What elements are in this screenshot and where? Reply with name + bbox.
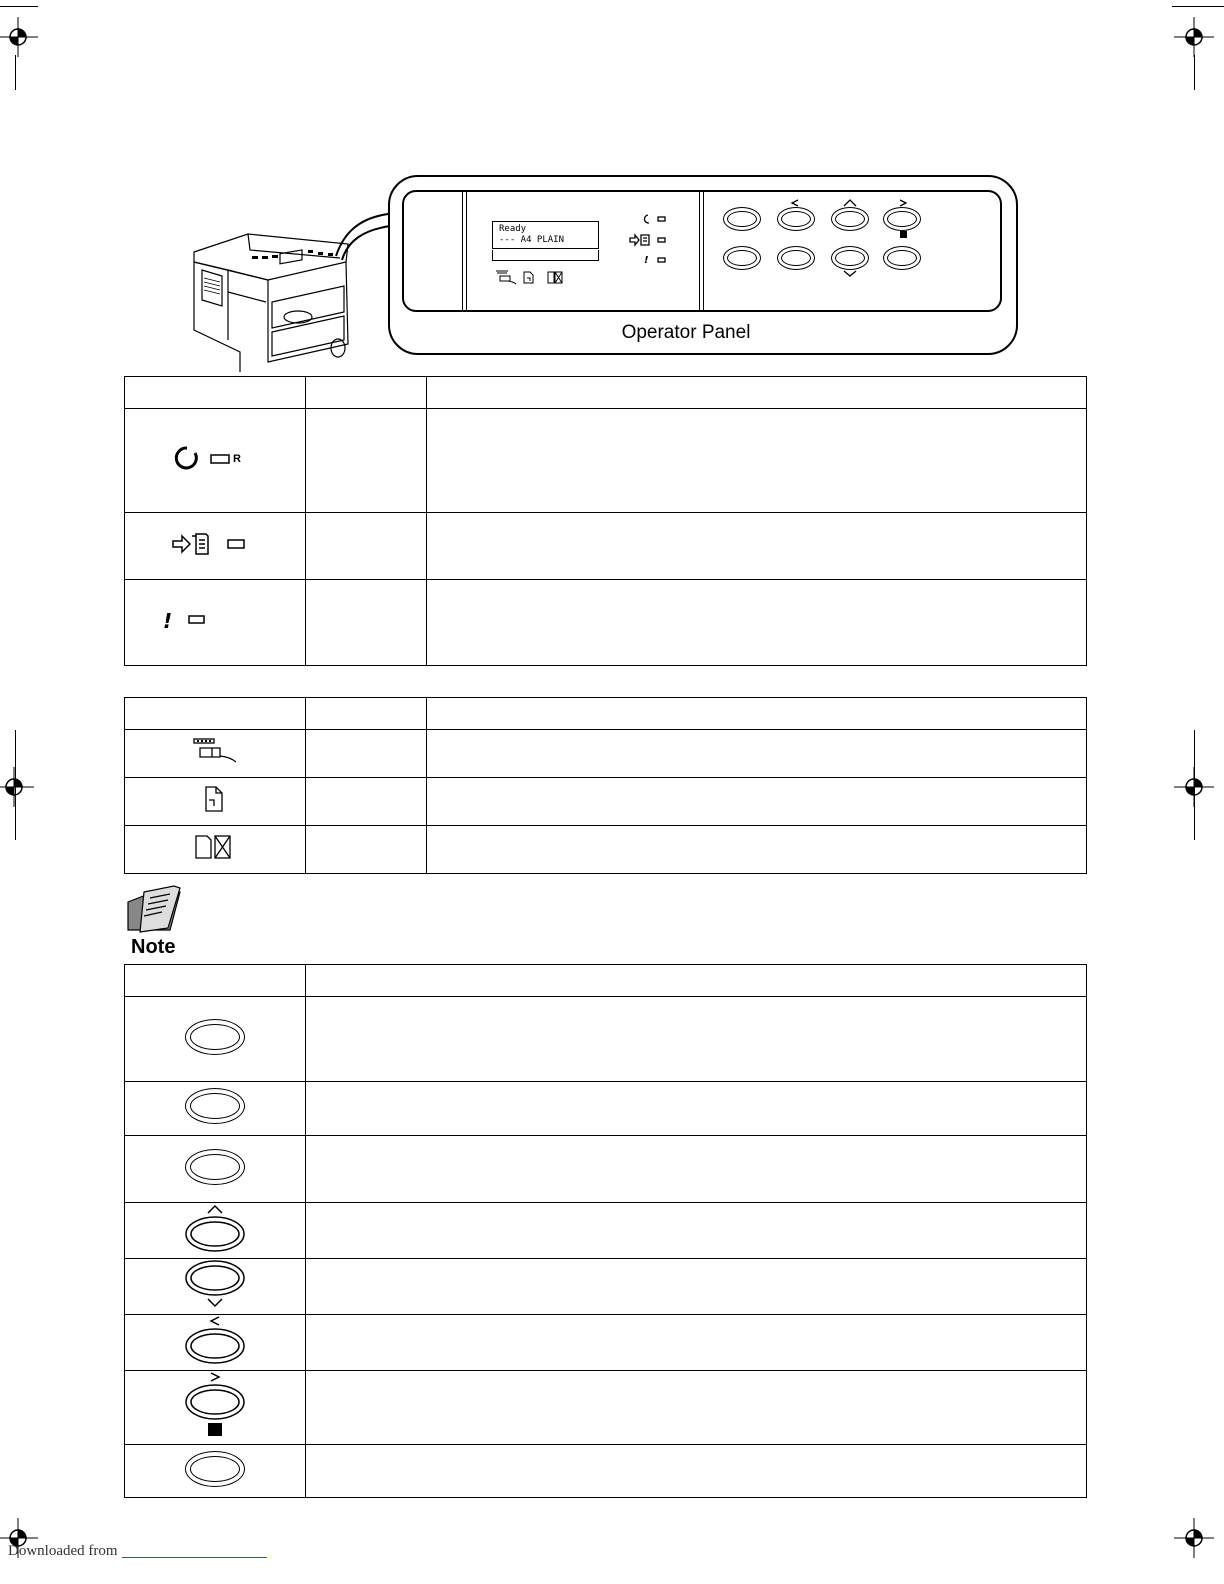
- icon-cell: [125, 1371, 306, 1445]
- table-row: [125, 1315, 1087, 1371]
- table-cell: [427, 513, 1087, 580]
- table-cell: [306, 1371, 1087, 1445]
- note-icon: [124, 884, 186, 936]
- table-cell: [427, 778, 1087, 826]
- table-row: [125, 1082, 1087, 1136]
- table-cell: [306, 730, 427, 778]
- footer-text: Downloaded from: [8, 1543, 118, 1559]
- left-key-icon: [183, 1315, 247, 1365]
- right-stop-key-icon: [183, 1371, 247, 1439]
- crop-line: [15, 55, 16, 90]
- icon-cell: [125, 1315, 306, 1371]
- crop-line: [0, 6, 38, 7]
- icon-cell: [125, 730, 306, 778]
- icon-cell: [125, 1136, 306, 1203]
- table-row: [125, 1371, 1087, 1445]
- ready-icon: [165, 443, 265, 473]
- table-row: [125, 730, 1087, 778]
- table-cell: [306, 513, 427, 580]
- table-row: [125, 778, 1087, 826]
- icon-cell: [125, 997, 306, 1082]
- panel-key-go[interactable]: [723, 246, 761, 270]
- table-cell: [306, 1315, 1087, 1371]
- header-cell: [125, 698, 306, 730]
- interface-icon: [190, 736, 240, 766]
- table-row: [125, 1259, 1087, 1315]
- table-cell: [427, 826, 1087, 874]
- table-cell: [306, 1445, 1087, 1498]
- registration-mark-top-left: [0, 17, 38, 57]
- panel-divider-left: [462, 192, 467, 310]
- svg-text:!: !: [163, 609, 173, 633]
- icon-cell: [125, 1259, 306, 1315]
- table-row: [125, 513, 1087, 580]
- table-row: [125, 826, 1087, 874]
- key-table: [124, 964, 1087, 1498]
- panel-key-arrows: [780, 196, 920, 281]
- crop-line: [1194, 730, 1195, 840]
- table-row: [125, 1136, 1087, 1203]
- table-row: [125, 1203, 1087, 1259]
- panel-indicators: [626, 211, 670, 267]
- display-line-1: Ready: [499, 224, 527, 234]
- icon-cell: [125, 778, 306, 826]
- key-oval-icon: [185, 1088, 245, 1124]
- table-cell: [306, 409, 427, 513]
- key-oval-icon: [185, 1149, 245, 1185]
- table-cell: [427, 409, 1087, 513]
- table-header-row: [125, 965, 1087, 997]
- status-icon-table: [124, 697, 1087, 874]
- display-bezel: [492, 250, 599, 261]
- table-cell: [306, 778, 427, 826]
- registration-mark-top-right: [1174, 17, 1214, 57]
- table-cell: [306, 1203, 1087, 1259]
- down-key-icon: [183, 1259, 247, 1309]
- table-cell: [427, 580, 1087, 666]
- icon-cell: [125, 409, 306, 513]
- panel-divider-right: [699, 192, 704, 310]
- table-cell: [306, 1136, 1087, 1203]
- header-cell: [306, 698, 427, 730]
- table-cell: [427, 730, 1087, 778]
- icon-cell: [125, 513, 306, 580]
- table-header-row: [125, 377, 1087, 409]
- header-cell: [427, 377, 1087, 409]
- svg-text:!: !: [644, 255, 649, 266]
- table-cell: [306, 826, 427, 874]
- header-cell: [125, 965, 306, 997]
- icon-cell: [125, 1082, 306, 1136]
- table-cell: [306, 1259, 1087, 1315]
- icon-cell: [125, 580, 306, 666]
- table-cell: [306, 580, 427, 666]
- header-cell: [306, 965, 1087, 997]
- key-oval-icon: [185, 1451, 245, 1487]
- table-header-row: [125, 698, 1087, 730]
- crop-line: [1172, 6, 1224, 7]
- key-oval-icon: [185, 1019, 245, 1055]
- table-row: [125, 409, 1087, 513]
- footer-link[interactable]: [122, 1557, 267, 1558]
- table-cell: [306, 1082, 1087, 1136]
- paper-source-icon: [200, 784, 230, 814]
- panel-key-menu[interactable]: [723, 207, 761, 231]
- note-label: Note: [131, 936, 176, 958]
- table-row: [125, 997, 1087, 1082]
- panel-status-icons: [494, 268, 574, 286]
- table-row: [125, 1445, 1087, 1498]
- up-key-icon: [183, 1203, 247, 1253]
- table-row: [125, 580, 1087, 666]
- crop-line: [1194, 55, 1195, 90]
- header-cell: [306, 377, 427, 409]
- header-cell: [125, 377, 306, 409]
- registration-mark-bottom-right: [1174, 1518, 1214, 1558]
- icon-cell: [125, 1203, 306, 1259]
- crop-line: [15, 730, 16, 840]
- operator-panel-caption: Operator Panel: [621, 322, 751, 343]
- registration-mark-mid-left: [0, 767, 34, 807]
- message-display: [492, 221, 599, 249]
- table-cell: [306, 997, 1087, 1082]
- header-cell: [427, 698, 1087, 730]
- icon-cell: [125, 1445, 306, 1498]
- display-line-2: --- A4 PLAIN: [499, 235, 565, 245]
- paper-type-icon: [193, 832, 237, 862]
- ready-led-suffix: R: [233, 453, 241, 465]
- attention-icon: [161, 606, 211, 634]
- indicator-table: [124, 376, 1087, 666]
- icon-cell: [125, 826, 306, 874]
- data-icon: [170, 530, 260, 558]
